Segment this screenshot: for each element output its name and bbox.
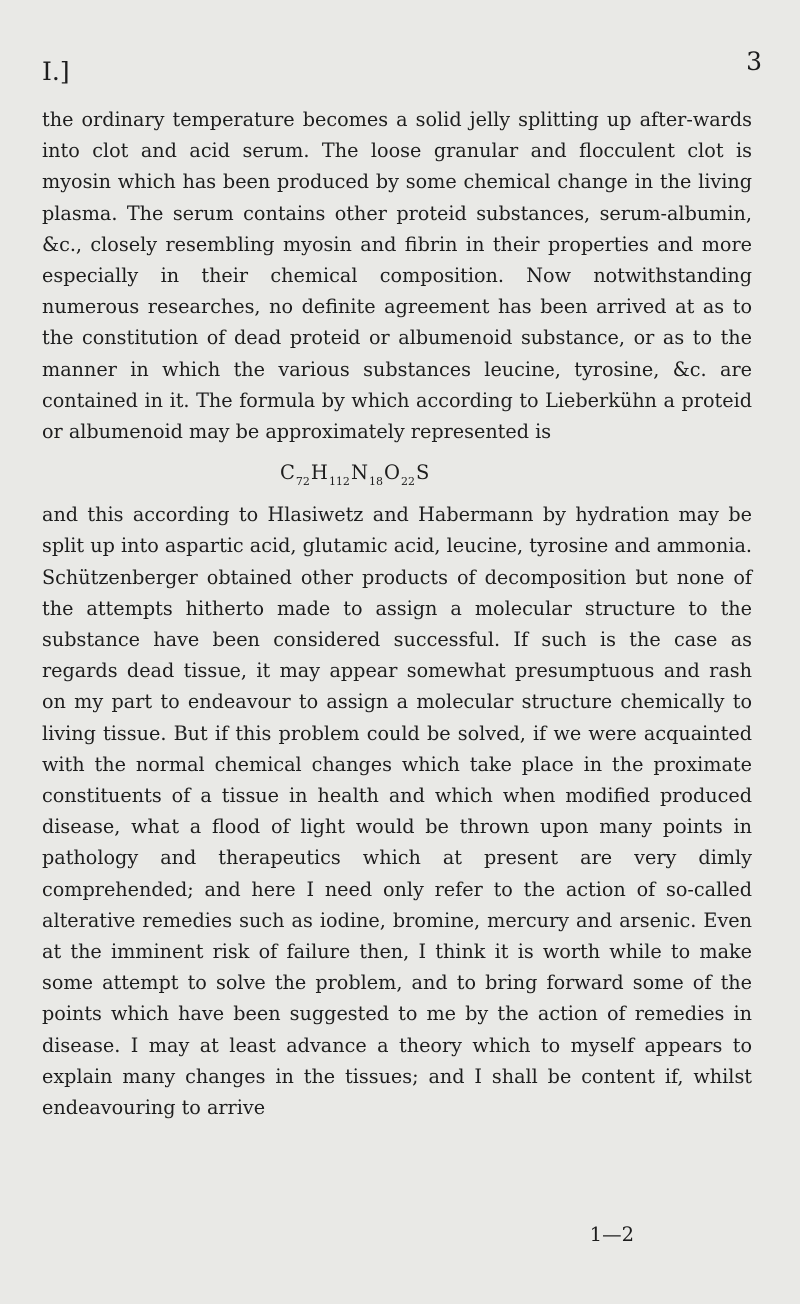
body-text: [42, 104, 752, 1123]
formula-element-n: N: [350, 461, 368, 485]
page-header: [42, 47, 762, 95]
page-number: 3: [746, 47, 762, 76]
formula-element-s: S: [416, 461, 430, 485]
formula-count-c: 72: [295, 475, 310, 489]
section-mark: I.]: [42, 57, 70, 86]
signature-mark: 1—2: [589, 1223, 634, 1246]
chemical-formula: [42, 457, 752, 499]
formula-count-o: 22: [401, 475, 415, 489]
formula-element-h: H: [310, 461, 328, 485]
formula-element-c: C: [280, 461, 295, 485]
formula-element-o: O: [384, 461, 400, 485]
paragraph-1: the ordinary temperature becomes a solid jelly splitting up after-wards into clot and acid serum. The loose granular and flocculent clot is myosin which has been produced by some chemical change in the living plasma. The serum contains other proteid substances, serum-albumin, &c., closely resembling myosin and fibrin in their properties and more especially in their chemical composition. Now notwithstanding numerous researches, no definite agreement has been arrived at as to the constitution of dead proteid or albumenoid substance, or as to the manner in which the various substances leucine, tyrosine, &c. are contained in it. The formula by which according to Lieberkühn a proteid or albumenoid may be approximately represented is: [42, 108, 752, 444]
formula-count-n: 18: [369, 475, 383, 489]
paragraph-2: and this according to Hlasiwetz and Habermann by hydration may be split up into aspartic acid, glutamic acid, leucine, tyrosine and ammonia. Schützenberger obtained other products of decomposition but none of the attempts hitherto made to assign a molecular structure to the substance have been considered successful. If such is the case as regards dead tissue, it may appear somewhat presumptuous and rash on my part to endeavour to assign a molecular structure chemically to living tissue. But if this problem could be solved, if we were acquainted with the normal chemical changes which take place in the proximate constituents of a tissue in health and which when modified produced disease, what a flood of light would be thrown upon many points in pathology and therapeutics which at present are very dimly comprehended; and here I need only refer to the action of so-called alterative remedies such as iodine, bromine, mercury and arsenic. Even at the imminent risk of failure then, I think it is worth while to make some attempt to solve the problem, and to bring forward some of the points which have been suggested to me by the action of remedies in disease. I may at least advance a theory which to myself appears to explain many changes in the tissues; and I shall be content if, whilst endeavouring to arrive: [42, 503, 752, 1120]
formula-count-h: 112: [328, 475, 350, 489]
